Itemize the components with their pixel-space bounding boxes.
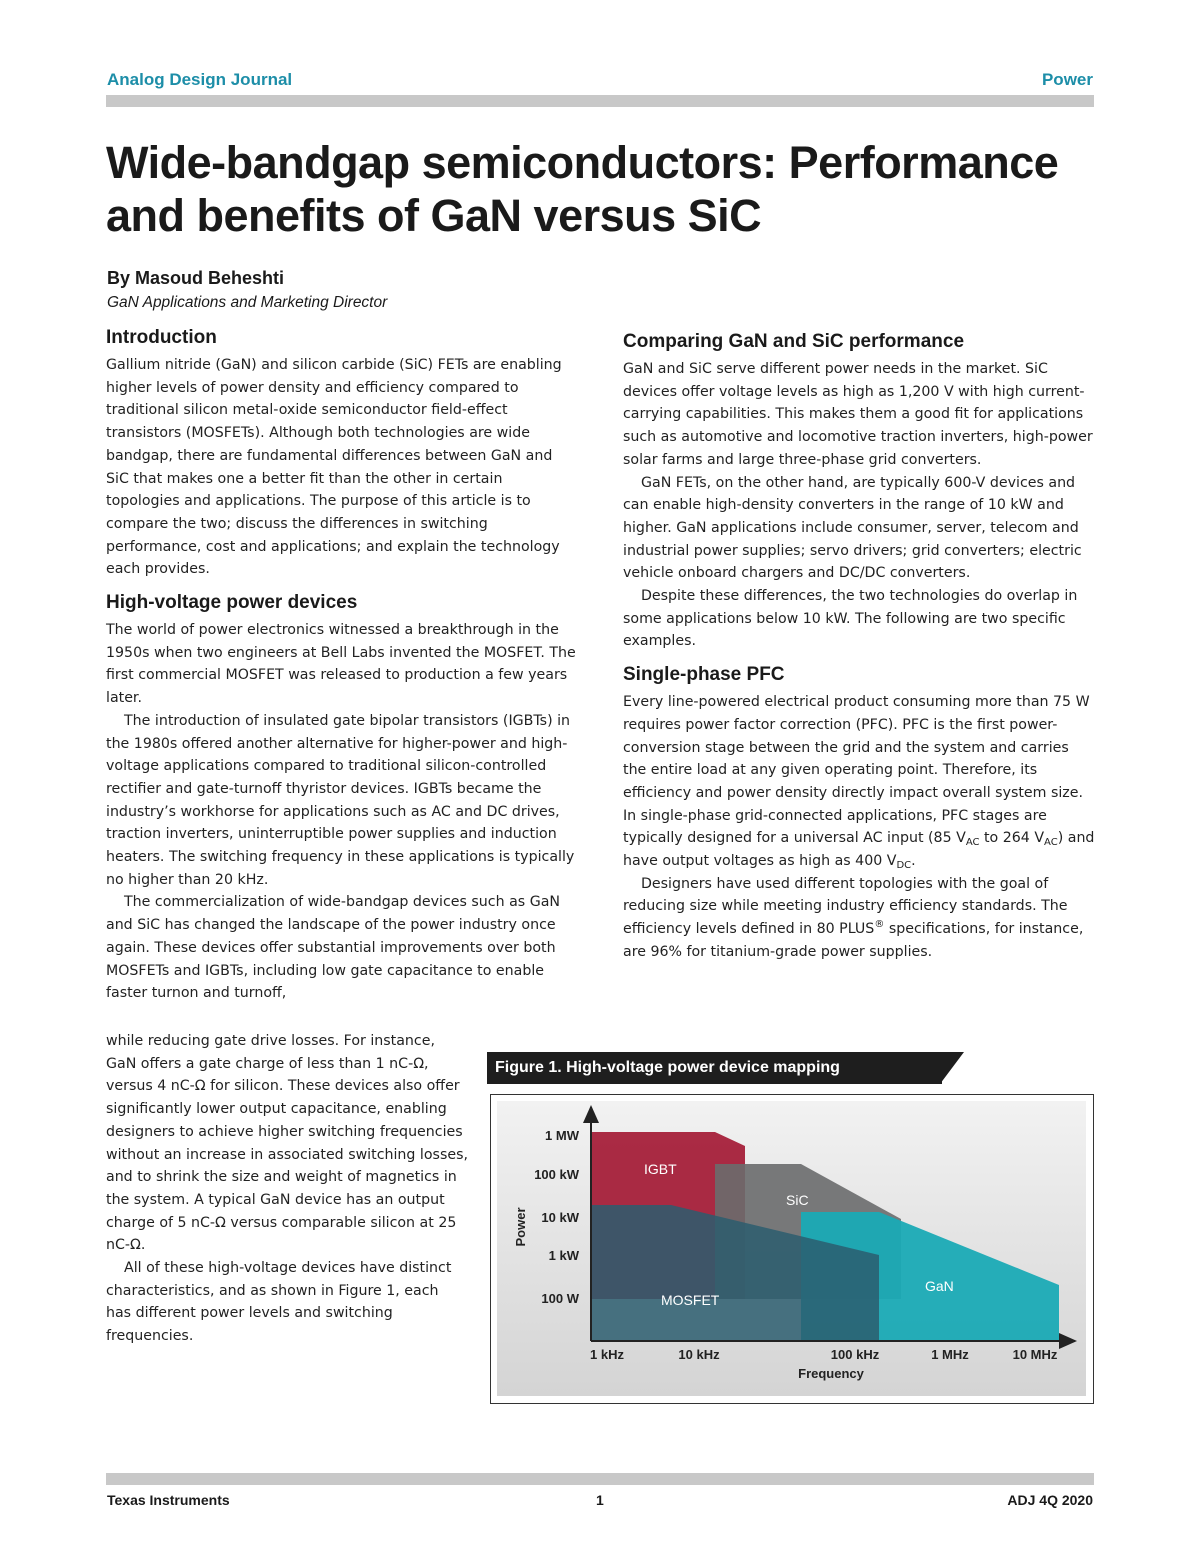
subscript: AC [1044, 837, 1058, 849]
y-tick-label: 100 W [541, 1291, 579, 1306]
x-tick-label: 10 kHz [678, 1347, 720, 1362]
paragraph: The commercialization of wide-bandgap devices such as GaN and SiC has changed the landscape of the power industry once again. These devices offer substantial improvements over both MOSFETs and IGBTs, including low gate capacitance to enable faster turnon and turnoff, [106, 894, 560, 1002]
paragraph: The world of power electronics witnessed a breakthrough in the 1950s when two engineers at Bell Labs invented the MOSFET. The first commercial MOSFET was released to production a few years later. [106, 622, 576, 707]
x-tick-label: 10 MHz [1012, 1347, 1058, 1362]
section-name: Power [1041, 70, 1093, 89]
region-label-sic: SiC [786, 1192, 809, 1208]
journal-name: Analog Design Journal [107, 70, 293, 89]
section-heading: High-voltage power devices [106, 592, 358, 614]
footer-rule [106, 1473, 1094, 1485]
subscript: AC [965, 837, 980, 849]
region-label-igbt: IGBT [644, 1161, 677, 1177]
paragraph: All of these high-voltage devices have distinct characteristics, and as shown in Figure 1, each has different power levels and switching frequencies. [106, 1260, 452, 1345]
device-mapping-chart [491, 1095, 1092, 1402]
paragraph: GaN FETs, on the other hand, are typically 600-V devices and can enable high-density converters in the range of 10 kW and higher. GaN applications include consumer, server, telecom and industrial power supplies; servo drivers; grid converters; electric vehicle onboard chargers and DC/DC converters. [623, 474, 1082, 582]
section-heading: Single-phase PFC [623, 664, 785, 686]
footer-issue: ADJ 4Q 2020 [1007, 1492, 1093, 1508]
figure-frame [490, 1094, 1094, 1404]
region-label-mosfet: MOSFET [661, 1292, 720, 1308]
y-tick-label: 1 kW [548, 1248, 579, 1263]
y-tick-label: 10 kW [541, 1210, 579, 1225]
footer-page-number: 1 [596, 1492, 604, 1508]
header-rule [106, 95, 1094, 107]
paragraph: GaN and SiC serve different power needs in the market. SiC devices offer voltage levels as high as 1,200 V with high current-carrying capabilities. This makes them a good fit for applications such as automotive and locomotive traction inverters, high-power solar farms and large three-phase grid converters. [623, 361, 1093, 468]
left-column [106, 326, 576, 1005]
figure-caption: Figure 1. High-voltage power device mapping [487, 1052, 942, 1084]
paragraph [623, 691, 1095, 873]
section-heading: Comparing GaN and SiC performance [623, 331, 965, 352]
x-tick-label: 1 MHz [931, 1347, 969, 1362]
subscript: DC [896, 860, 912, 872]
x-tick-label: 1 kHz [590, 1347, 624, 1362]
author-name: By Masoud Beheshti [107, 268, 285, 288]
x-tick-label: 100 kHz [830, 1347, 880, 1362]
x-axis-label: Frequency [798, 1366, 864, 1381]
footer-company: Texas Instruments [107, 1492, 230, 1508]
region-label-gan: GaN [925, 1278, 954, 1294]
paragraph [623, 873, 1095, 964]
section-heading: Introduction [106, 327, 217, 348]
article-title [106, 136, 1106, 242]
text-run: specifications, for instance, are 96% for titanium-grade power supplies. [623, 921, 1084, 960]
paragraph: while reducing gate drive losses. For instance, GaN offers a gate charge of less than 1 nC-Ω, versus 4 nC-Ω for silicon. These devices also offer significantly lower output capacitance, enabling designers to achieve higher switching frequencies without an increase in associated switching losses, and to shrink the size and weight of magnetics in the system. A typical GaN device has an output charge of 5 nC-Ω versus comparable silicon at 25 nC-Ω. [106, 1033, 468, 1254]
text-run: Designers have used different topologies with the goal of reducing size while meeting industry efficiency standards. The efficiency levels defined in 80 PLUS [623, 875, 1068, 938]
right-column [623, 330, 1095, 964]
y-tick-label: 1 MW [545, 1128, 579, 1143]
paragraph: The introduction of insulated gate bipolar transistors (IGBTs) in the 1980s offered another alternative for higher-power and high-voltage applications compared to traditional silicon-controlled rectifier and gate-turnoff thyristor devices. IGBTs became the industry’s workhorse for applications such as AC and DC drives, traction inverters, uninterruptible power supplies and induction heaters. The switching frequency in these applications is typically no higher than 20 kHz. [106, 712, 575, 888]
title-line-2: and benefits of GaN versus SiC [106, 190, 762, 241]
figure-caption-tail [940, 1052, 964, 1084]
y-axis-label: Power [513, 1207, 528, 1247]
left-column-narrow [106, 1030, 468, 1348]
text-run: to 264 V [979, 830, 1045, 847]
text-run: ) and have output voltages as high as 400 V [623, 830, 1095, 870]
title-line-1: Wide-bandgap semiconductors: Performance [106, 137, 1059, 188]
paragraph: Gallium nitride (GaN) and silicon carbide (SiC) FETs are enabling higher levels of power density and efficiency compared to traditional silicon metal-oxide semiconductor field-effect transistors (MOSFETs). Although both technologies are wide bandgap, there are fundamental differences between GaN and SiC that makes one a better fit than the other in certain topologies and applications. The purpose of this article is to compare the two; discuss the differences in switching performance, cost and applications; and explain the technology each provides. [106, 357, 562, 578]
paragraph: Despite these differences, the two technologies do overlap in some applications below 10 kW. The following are two specific examples. [623, 588, 1078, 650]
y-tick-label: 100 kW [534, 1167, 579, 1182]
registered-mark: ® [874, 919, 885, 931]
author-role: GaN Applications and Marketing Director [107, 294, 388, 311]
text-run: Every line-powered electrical product consuming more than 75 W requires power factor correction (PFC). PFC is the first power-conversion stage between the grid and the system and carries the entire load at any given operating point. Therefore, its efficiency and power density directly impact overall system size. In single-phase grid-connected applications, PFC stages are typically designed for a universal AC input (85 V [623, 694, 1090, 847]
text-run: . [911, 853, 916, 870]
